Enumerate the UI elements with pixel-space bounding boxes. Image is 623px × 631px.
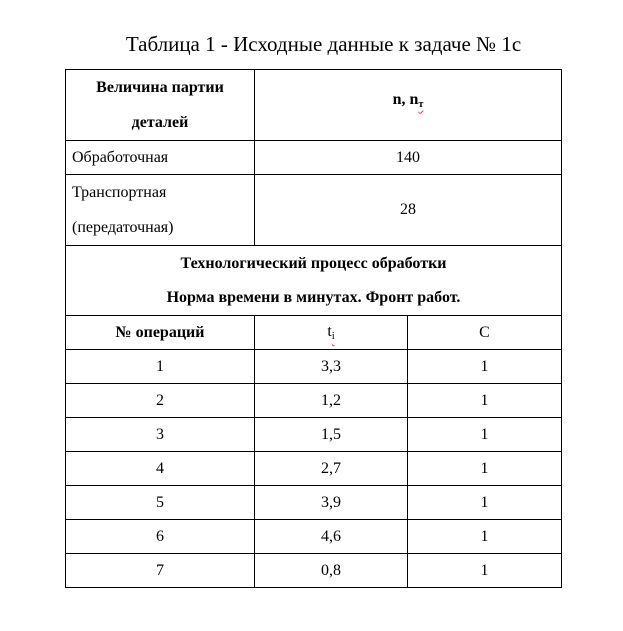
section-row: [66, 246, 562, 316]
batch-row-label: [66, 175, 255, 246]
operation-num: 4: [66, 452, 255, 486]
operation-num: 1: [66, 350, 255, 384]
operation-row: [66, 520, 562, 554]
batch-row-label-line1: Транспортная: [72, 184, 167, 201]
operation-c: 1: [408, 452, 562, 486]
batch-row-value: 28: [255, 175, 562, 246]
operation-time: 1,2: [255, 384, 408, 418]
ops-time-header-main: t: [327, 323, 332, 340]
operation-time: 3,3: [255, 350, 408, 384]
batch-size-header-line2: деталей: [131, 114, 189, 131]
ops-c-header: C: [408, 316, 562, 350]
operation-row: [66, 350, 562, 384]
operation-c: 1: [408, 554, 562, 588]
batch-row: [66, 175, 562, 246]
operation-c: 1: [408, 384, 562, 418]
batch-row-label: Обработочная: [66, 141, 255, 175]
batch-size-header-line1: Величина партии: [96, 79, 224, 96]
n-header-sub: т: [418, 98, 424, 110]
operation-row: [66, 554, 562, 588]
ops-header-row: [66, 316, 562, 350]
n-header-main: n, n: [392, 90, 419, 108]
operation-c: 1: [408, 520, 562, 554]
section-header: [66, 246, 562, 316]
batch-size-header: [66, 70, 255, 141]
operation-time: 3,9: [255, 486, 408, 520]
batch-row-value: 140: [255, 141, 562, 175]
operation-num: 2: [66, 384, 255, 418]
source-data-table: [65, 69, 562, 588]
operation-row: [66, 384, 562, 418]
n-header: [255, 70, 562, 141]
ops-time-header-sub: i: [331, 331, 335, 342]
operation-num: 6: [66, 520, 255, 554]
ops-time-header: [255, 316, 408, 350]
operation-c: 1: [408, 486, 562, 520]
batch-row: [66, 141, 562, 175]
ops-num-header: № операций: [66, 316, 255, 350]
table-caption-text: Таблица 1 - Исходные данные к задаче № 1с: [125, 32, 522, 56]
operation-row: [66, 452, 562, 486]
operation-c: 1: [408, 350, 562, 384]
operation-time: 0,8: [255, 554, 408, 588]
batch-row-label-line2: (передаточная): [72, 219, 174, 236]
operation-row: [66, 418, 562, 452]
operation-time: 4,6: [255, 520, 408, 554]
operation-num: 5: [66, 486, 255, 520]
section-header-line2: Норма времени в минутах. Фронт работ.: [166, 288, 461, 306]
operation-num: 7: [66, 554, 255, 588]
operation-row: [66, 486, 562, 520]
operation-time: 2,7: [255, 452, 408, 486]
operation-num: 3: [66, 418, 255, 452]
header-row: [66, 70, 562, 141]
table-caption: [0, 30, 623, 58]
operation-c: 1: [408, 418, 562, 452]
section-header-line1: Технологический процесс обработки: [180, 254, 447, 272]
operation-time: 1,5: [255, 418, 408, 452]
